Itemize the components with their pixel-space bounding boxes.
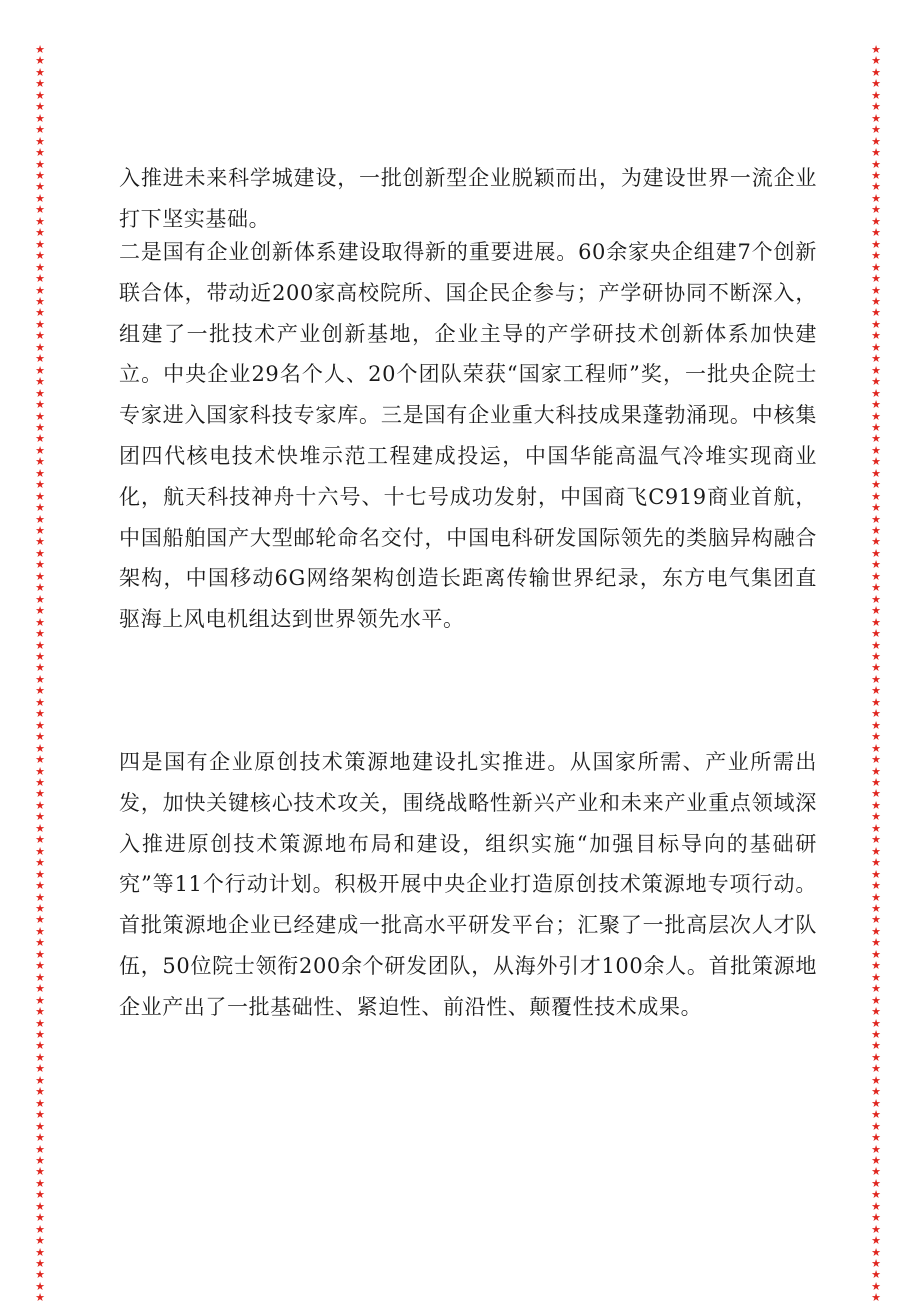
body-paragraph: 二是国有企业创新体系建设取得新的重要进展。60余家央企组建7个创新联合体，带动近200家高校院所、国企民企参与；产学研协同不断深入，组建了一批技术产业创新基地，企业主导的产学研技术创新体系加快建立。中央企业29名个人、20个团队荣获“国家工程师”奖，一批央企院士专家进入国家科技专家库。三是国有企业重大科技成果蓬勃涌现。中核集团四代核电技术快堆示范工程建成投运，中国华能高温气冷堆实现商业化，航天科技神舟十六号、十七号成功发射，中国商飞C919商业首航，中国船舶国产大型邮轮命名交付，中国电科研发国际领先的类脑异构融合架构，中国移动6G网络架构创造长距离传输世界纪录，东方电气集团直驱海上风电机组达到世界领先水平。 xyxy=(119,240,817,632)
body-paragraph: 入推进未来科学城建设，一批创新型企业脱颖而出，为建设世界一流企业打下坚实基础。 xyxy=(119,166,817,231)
paragraph-original-tech-source xyxy=(119,742,817,1028)
left-star-border: ★ ★ ★ ★ ★ ★ ★ ★ ★ ★ ★ ★ ★ ★ ★ ★ ★ ★ ★ ★ ★ ★ ★ ★ ★ ★ ★ ★ ★ ★ ★ ★ ★ ★ ★ ★ ★ ★ ★ ★ ★ ★ ★ ★ ★ ★ ★ ★ ★ ★ ★ ★ ★ ★ ★ ★ ★ ★ ★ ★ ★ ★ ★ ★ ★ ★ ★ ★ ★ ★ ★ ★ ★ ★ ★ ★ ★ ★ ★ ★ ★ ★ ★ ★ ★ ★ ★ ★ ★ ★ ★ ★ ★ ★ ★ ★ ★ ★ ★ ★ ★ ★ ★ ★ ★ ★ ★ ★ ★ ★ xyxy=(35,43,45,1304)
paragraph-continuation xyxy=(119,158,817,240)
body-paragraph: 四是国有企业原创技术策源地建设扎实推进。从国家所需、产业所需出发，加快关键核心技术攻关，围绕战略性新兴产业和未来产业重点领域深入推进原创技术策源地布局和建设，组织实施“加强目标导向的基础研究”等11个行动计划。积极开展中央企业打造原创技术策源地专项行动。首批策源地企业已经建成一批高水平研发平台；汇聚了一批高层次人才队伍，50位院士领衔200余个研发团队，从海外引才100余人。首批策源地企业产出了一批基础性、紧迫性、前沿性、颠覆性技术成果。 xyxy=(119,750,817,1019)
right-star-border: ★ ★ ★ ★ ★ ★ ★ ★ ★ ★ ★ ★ ★ ★ ★ ★ ★ ★ ★ ★ ★ ★ ★ ★ ★ ★ ★ ★ ★ ★ ★ ★ ★ ★ ★ ★ ★ ★ ★ ★ ★ ★ ★ ★ ★ ★ ★ ★ ★ ★ ★ ★ ★ ★ ★ ★ ★ ★ ★ ★ ★ ★ ★ ★ ★ ★ ★ ★ ★ ★ ★ ★ ★ ★ ★ ★ ★ ★ ★ ★ ★ ★ ★ ★ ★ ★ ★ ★ ★ ★ ★ ★ ★ ★ ★ ★ ★ ★ ★ ★ ★ ★ ★ ★ ★ ★ ★ ★ ★ ★ xyxy=(871,43,881,1304)
paragraph-innovation-system xyxy=(119,232,817,640)
